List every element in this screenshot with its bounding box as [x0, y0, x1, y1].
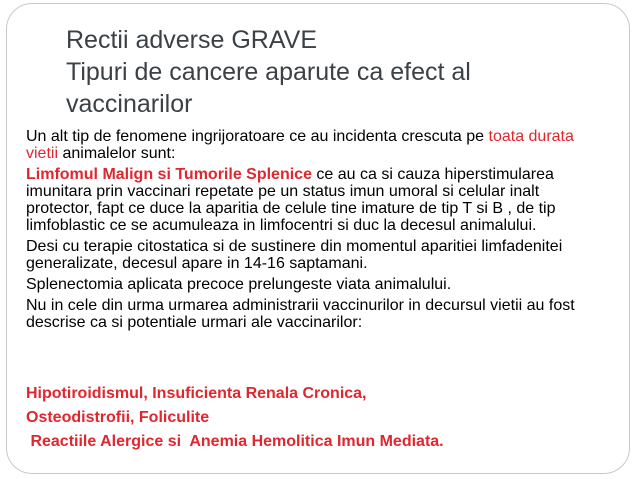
slide-title: [66, 24, 606, 120]
paragraph-therapy: Desi cu terapie citostatica si de sustinere din momentul aparitiei limfadenitei generalizate, decesul apare in 14-16 saptamani.: [26, 238, 563, 272]
lymphoma-highlight: Limfomul Malign si Tumorile Splenice: [26, 166, 312, 183]
paragraph-other-effects: Nu in cele din urma urmarea administrarii vaccinurilor in decursul vietii au fost descrise ca si potentiale urmari ale vaccinarilor:: [26, 297, 575, 331]
lymphoma-text: ce au ca si cauza hiperstimularea imunitara prin vaccinari repetate pe un status imun umoral si celular inalt protector, fapt ce duce la aparitia de celule tine imature de tip T si B , de tip limfoblastic ce se acumuleaza in limfocentri si duc la decesul animalului.: [26, 166, 556, 234]
intro-tail: animalelor sunt:: [58, 145, 176, 162]
paragraph-splenectomy: Splenectomia aplicata precoce prelungeste viata animalului.: [26, 276, 452, 293]
paragraph-lymphoma: [26, 166, 608, 234]
title-line-3: vaccinarilor: [66, 90, 193, 118]
emphasis-line-3: Reactiile Alergice si Anemia Hemolitica Imun Mediata.: [26, 433, 444, 450]
title-line-2: Tipuri de cancere aparute ca efect al: [66, 58, 471, 86]
paragraph-intro: [26, 128, 608, 162]
emphasis-line-2: Osteodistrofii, Foliculite: [26, 409, 210, 426]
emphasis-line-1: Hipotiroidismul, Insuficienta Renala Cronica,: [26, 385, 367, 402]
title-line-1: Rectii adverse GRAVE: [66, 26, 318, 54]
intro-text: Un alt tip de fenomene ingrijoratoare ce au incidenta crescuta pe: [26, 128, 489, 145]
intro-highlight: toata durata vietii: [26, 128, 574, 162]
slide-body: [26, 128, 608, 335]
